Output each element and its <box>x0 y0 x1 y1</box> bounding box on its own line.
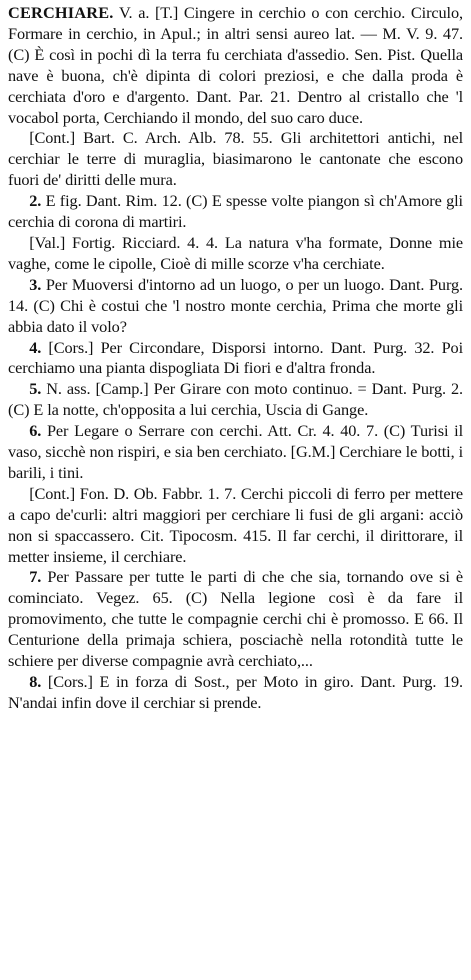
sense-2-text: E fig. Dant. Rim. 12. (C) E spesse volte piangon sì ch'Amore gli cerchia di corona di martiri. <box>8 191 463 232</box>
continuation-fon: [Cont.] Fon. D. Ob. Fabbr. 1. 7. Cerchi piccoli di ferro per mettere a capo de'curli: altri maggiori per cerchiare li fusi de gli argani: acciò non si spaccassero. Cit. Tipocosm. 415. Il far cerchi, il dirittorare, il metter insieme, il cerchiare. <box>8 483 463 566</box>
sense-2-number: 2. <box>29 191 42 211</box>
sense-7-text: Per Passare per tutte le parti di che che sia, tornando ove si è cominciato. Vegez. 65. (C) Nella legione così è da fare il promovimento, che tutte le compagnie cerchi chi è promosso. E 66. Il Centurione della primaja schiera, posciachè nella rotondità tutte le schiere per diverse compagnie avrà cerchiato,... <box>8 567 463 671</box>
sense-8-number: 8. <box>29 672 42 691</box>
sense-3 <box>8 275 463 338</box>
sense-4 <box>8 338 463 380</box>
headword: CERCHIARE. <box>8 3 114 22</box>
sense-3-number: 3. <box>29 274 42 294</box>
sense-5-text: N. ass. [Camp.] Per Girare con moto continuo. = Dant. Purg. 2. (C) E la notte, ch'opposita a lui cerchia, Uscia di Gange. <box>8 379 463 420</box>
sense-5-number: 5. <box>29 379 42 399</box>
valentini-quote: [Val.] Fortig. Ricciard. 4. 4. La natura v'ha formate, Donne mie vaghe, come le cipolle, Cioè di mille scorze v'ha cerchiate. <box>8 232 463 273</box>
entry-intro <box>8 3 463 128</box>
sense-2 <box>8 191 463 233</box>
sense-6-number: 6. <box>29 421 42 441</box>
intro-text: V. a. [T.] Cingere in cerchio o con cerchio. Circulo, Formare in cerchio, in Apul.; in altri sensi aureo lat. — M. V. 9. 47. (C) È così in pochi dì la terra fu cerchiata d'assedio. Sen. Pist. Quella nave è buona, ch'è dipinta di colori preziosi, e che dalla proda è cerchiata d'oro e d'argento. Dant. Par. 21. Dentro al cristallo che 'l vocabol porta, Cerchiando il mondo, del suo caro duce. <box>8 3 463 127</box>
sense-8-text: [Cors.] E in forza di Sost., per Moto in giro. Dant. Purg. 19. N'andai infin dove il cerchiar si prende. <box>8 672 463 712</box>
sense-4-text: [Cors.] Per Circondare, Disporsi intorno. Dant. Purg. 32. Poi cerchiamo una pianta dispogliata Di fiori e d'altra fronda. <box>8 337 463 378</box>
continuation-bart: [Cont.] Bart. C. Arch. Alb. 78. 55. Gli architettori antichi, nel cerchiar le terre di muraglia, biasimarono le cantonate che escono fuori de' diritti delle mura. <box>8 128 463 190</box>
sense-3-text: Per Muoversi d'intorno ad un luogo, o per un luogo. Dant. Purg. 14. (C) Chi è costui che 'l nostro monte cerchia, Prima che morte gli abbia dato il volo? <box>8 274 463 336</box>
sense-6 <box>8 421 463 484</box>
sense-5 <box>8 379 463 421</box>
sense-4-number: 4. <box>29 337 42 357</box>
sense-8 <box>8 672 463 714</box>
sense-7 <box>8 567 463 672</box>
sense-7-number: 7. <box>29 567 42 587</box>
sense-6-text: Per Legare o Serrare con cerchi. Att. Cr. 4. 40. 7. (C) Turisi il vaso, sicchè non rispiri, e sia ben cerchiato. [G.M.] Cerchiare le botti, i barili, i tini. <box>8 421 463 482</box>
